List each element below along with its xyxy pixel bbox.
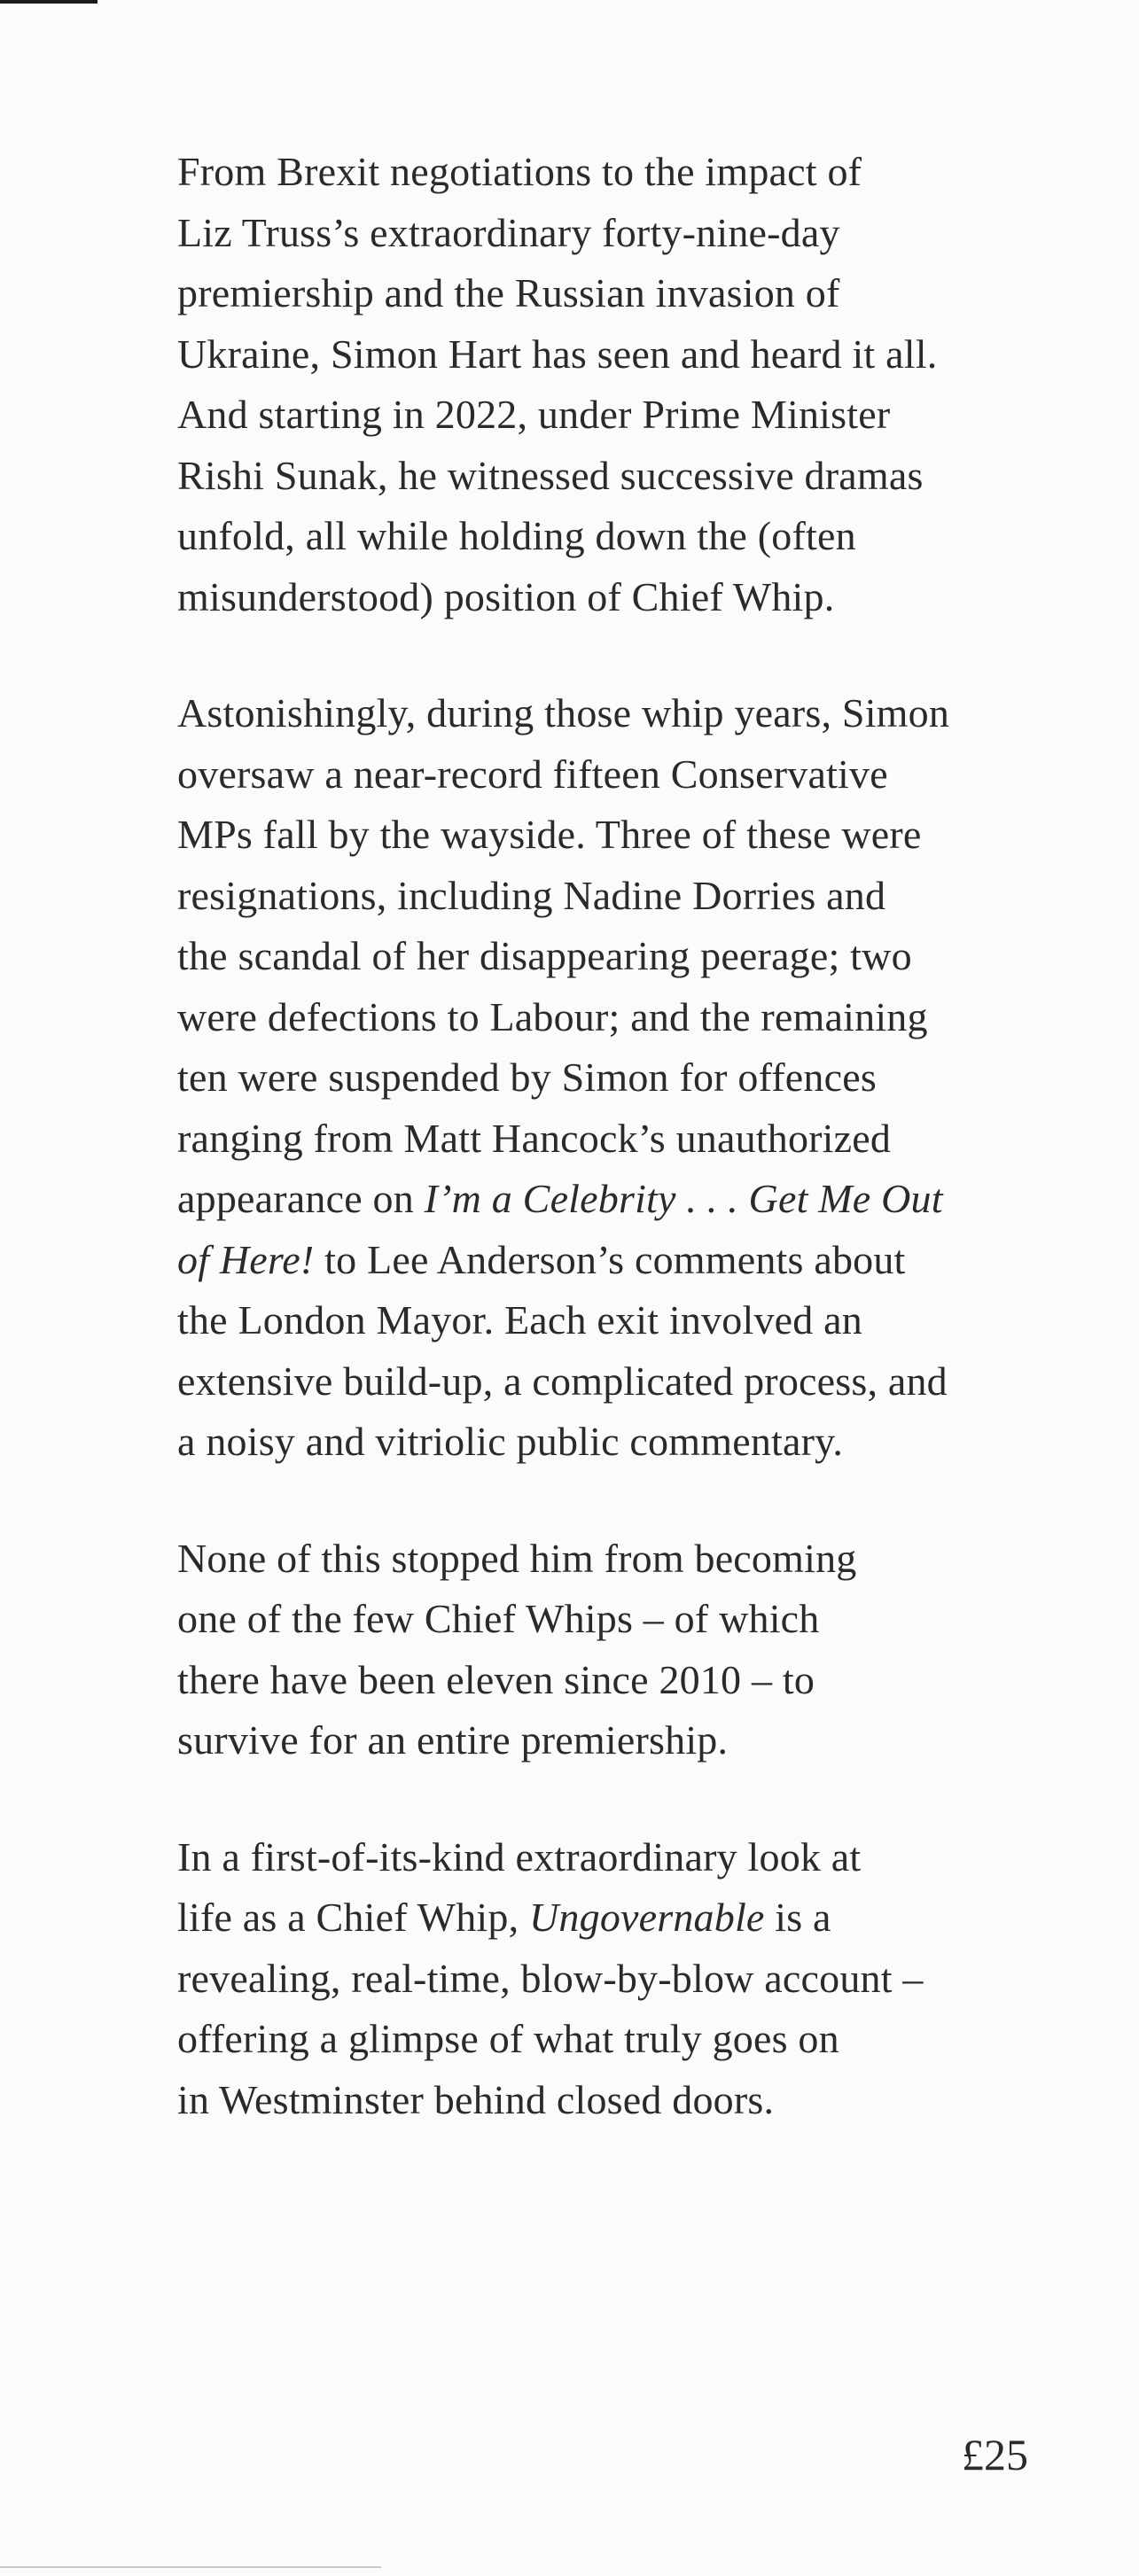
blurb-line: Rishi Sunak, he witnessed successive dramas <box>177 452 924 498</box>
blurb-line: life as a Chief Whip, Ungovernable is a <box>177 1895 831 1940</box>
price-label: £25 <box>962 2430 1028 2479</box>
blurb-line: ranging from Matt Hancock’s unauthorized <box>177 1115 892 1161</box>
blurb-line: misunderstood) position of Chief Whip. <box>177 573 835 619</box>
blurb-line: revealing, real-time, blow-by-blow account – <box>177 1955 924 2001</box>
blurb-line: a noisy and vitriolic public commentary. <box>177 1419 844 1464</box>
blurb-line: oversaw a near-record fifteen Conservative <box>177 751 888 797</box>
blurb-line: From Brexit negotiations to the impact of <box>177 149 862 194</box>
blurb-paragraph-2 <box>177 683 1046 1473</box>
blurb-line: In a first-of-its-kind extraordinary look at <box>177 1833 862 1879</box>
blurb-line: the scandal of her disappearing peerage; two <box>177 933 912 978</box>
top-edge-rule <box>0 0 98 4</box>
jacket-blurb <box>177 142 1046 2130</box>
show-title-italic: I’m a Celebrity . . . Get Me Out <box>424 1176 943 1221</box>
blurb-paragraph-1 <box>177 142 1046 627</box>
blurb-line: Liz Truss’s extraordinary forty-nine-day <box>177 209 840 255</box>
book-title-italic: Ungovernable <box>529 1895 765 1940</box>
blurb-line: appearance on I’m a Celebrity . . . Get Me Out <box>177 1176 943 1221</box>
blurb-line: were defections to Labour; and the remaining <box>177 993 928 1039</box>
blurb-line: resignations, including Nadine Dorries and <box>177 872 886 918</box>
blurb-line: survive for an entire premiership. <box>177 1717 729 1763</box>
blurb-line: Astonishingly, during those whip years, Simon <box>177 690 950 735</box>
blurb-paragraph-3 <box>177 1529 1046 1771</box>
blurb-line: the London Mayor. Each exit involved an <box>177 1297 862 1342</box>
show-title-italic: of Here! <box>177 1236 315 1282</box>
blurb-paragraph-4 <box>177 1827 1046 2131</box>
blurb-line: premiership and the Russian invasion of <box>177 270 840 315</box>
bottom-edge-rule <box>0 2566 381 2568</box>
blurb-line: extensive build-up, a complicated process, and <box>177 1358 948 1404</box>
blurb-line: in Westminster behind closed doors. <box>177 2076 775 2122</box>
blurb-line: None of this stopped him from becoming <box>177 1535 857 1581</box>
blurb-line: there have been eleven since 2010 – to <box>177 1656 815 1702</box>
blurb-line: one of the few Chief Whips – of which <box>177 1596 820 1641</box>
blurb-line: And starting in 2022, under Prime Minister <box>177 392 891 437</box>
blurb-line: Ukraine, Simon Hart has seen and heard it all. <box>177 331 938 377</box>
blurb-line: offering a glimpse of what truly goes on <box>177 2016 839 2061</box>
blurb-line: ten were suspended by Simon for offences <box>177 1055 877 1100</box>
blurb-line: of Here! to Lee Anderson’s comments about <box>177 1236 906 1282</box>
blurb-line: unfold, all while holding down the (often <box>177 513 856 558</box>
blurb-line: MPs fall by the wayside. Three of these were <box>177 812 922 857</box>
